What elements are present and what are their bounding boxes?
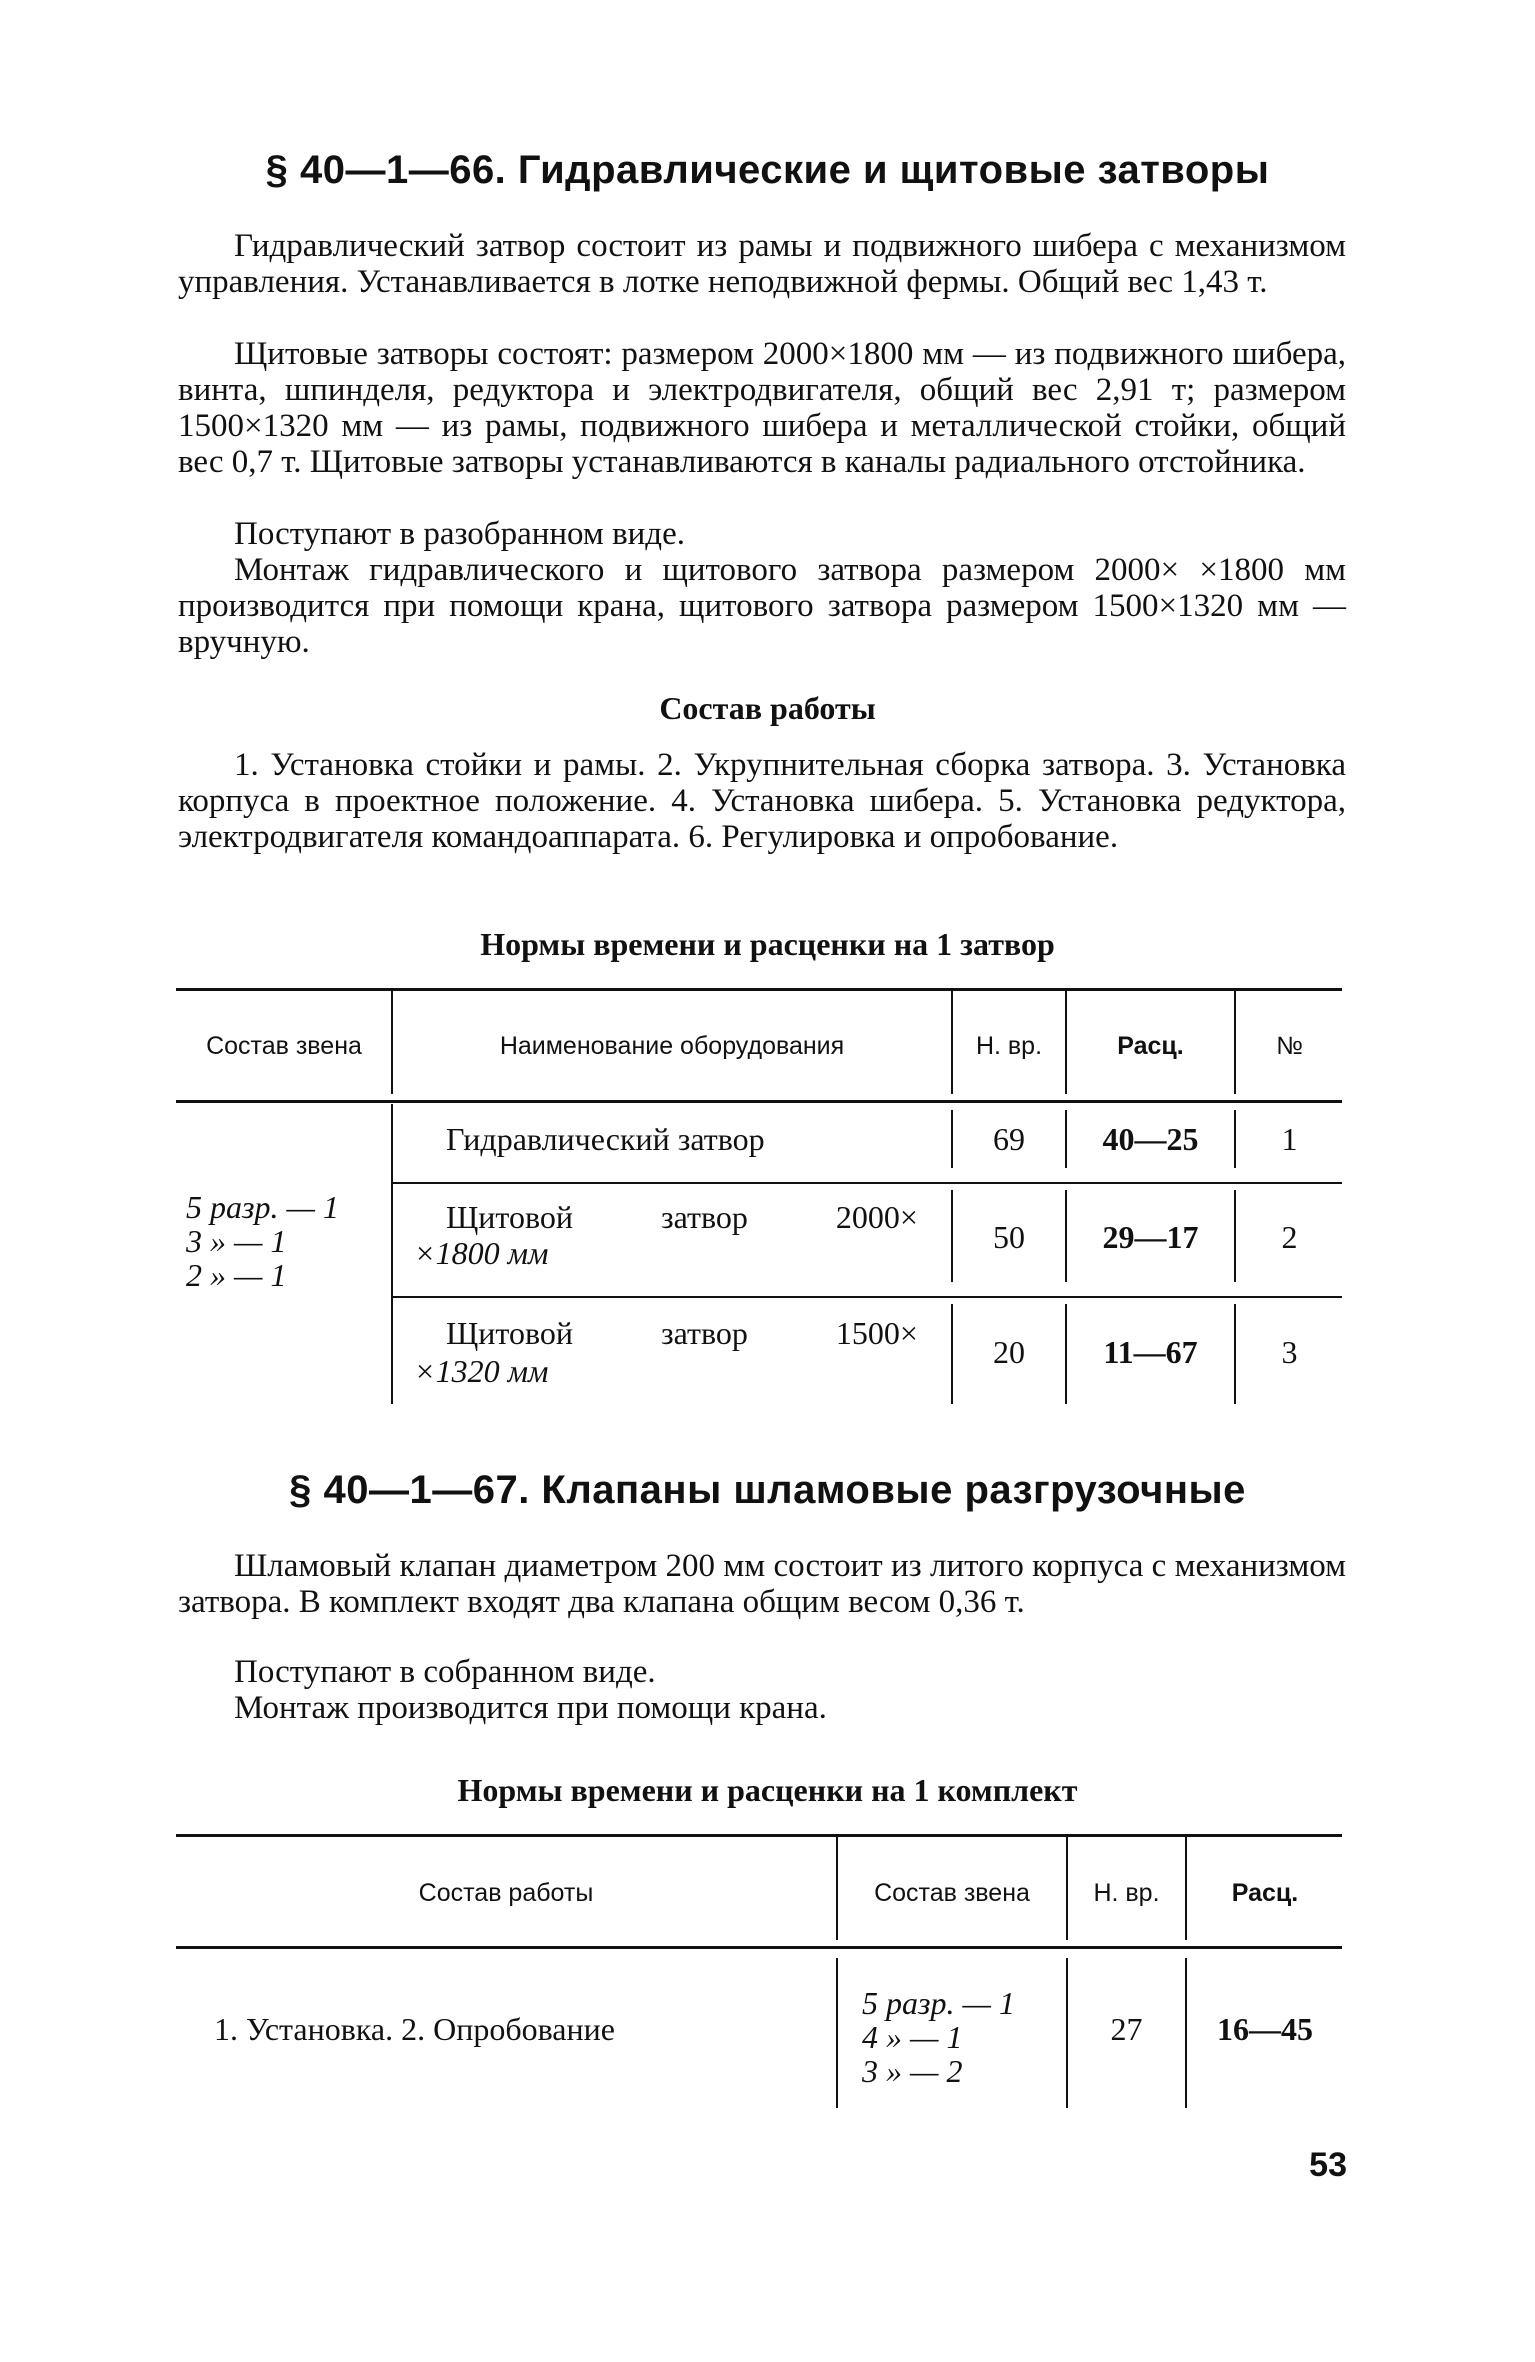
rate-value: 29—17 [1102,1219,1199,1255]
equipment-name [446,1200,934,1234]
column-rule [1234,1110,1236,1168]
equipment-name-line: Щитовой затвор 1500× [446,1315,918,1351]
column-rule [1066,1836,1068,1940]
row-number: 1 [1281,1121,1298,1157]
table-rule [392,1182,1342,1184]
column-rule [1065,1110,1067,1168]
work-description: 1. Установка. 2. Опробование [214,2011,615,2047]
table-rule [176,1834,1342,1837]
norm-value: 20 [993,1334,1025,1370]
column-header: № [1276,1032,1303,1060]
norm-value: 69 [993,1121,1025,1157]
column-rule [836,1958,838,2108]
paragraph: Щитовые затворы состоят: размером 2000×1800 мм — из подвижного шибера, винта, шпинделя, редуктора и электродвигателя, общий вес 2,91 т; размером 1500×1320 мм — из рамы, подвижного шибера и металлической стойки, общий вес 0,7 т. Щитовые затворы устанавливаются в каналы радиального отстойника. [178,336,1346,480]
subsection-heading: Состав работы [659,690,876,726]
crew-line: 4 » — 1 [862,2019,963,2055]
table-rule [176,1100,1342,1103]
crew-line: 3 » — 2 [862,2053,963,2089]
column-header: Состав звена [206,1032,362,1060]
column-header: Состав работы [418,1879,594,1907]
equipment-name [446,1316,934,1350]
rate-value: 16—45 [1217,2011,1313,2047]
column-header: Наименование оборудования [499,1032,845,1060]
table-rule [176,1946,1342,1949]
column-rule [951,1110,953,1168]
rate-value: 40—25 [1102,1121,1199,1157]
column-rule [951,990,953,1094]
table-rule [392,1296,1342,1298]
rate-value: 11—67 [1103,1334,1198,1370]
column-rule [951,1304,953,1404]
section-title: § 40—1—66. Гидравлические и щитовые затворы [265,148,1270,192]
column-rule [1185,1836,1187,1940]
column-rule [836,1836,838,1940]
paragraph: Поступают в разобранном виде. [234,516,685,552]
row-number: 2 [1281,1219,1298,1255]
paragraph: Монтаж производится при помощи крана. [234,1690,827,1726]
column-header: Н. вр. [975,1032,1043,1060]
norm-value: 27 [1110,2011,1143,2047]
table-rule [176,988,1342,991]
column-rule [1066,1958,1068,2108]
column-header: Расц. [1231,1879,1299,1907]
equipment-size: ×1320 мм [414,1353,549,1389]
column-rule [391,1104,393,1404]
column-rule [1234,1190,1236,1282]
table-title: Нормы времени и расценки на 1 затвор [480,926,1055,962]
table-title: Нормы времени и расценки на 1 комплект [457,1772,1078,1808]
column-header: Состав звена [874,1879,1030,1907]
row-number: 3 [1281,1334,1298,1370]
column-rule [951,1190,953,1282]
page-number: 53 [1309,2146,1347,2184]
column-rule [1065,990,1067,1094]
column-rule [1065,1190,1067,1282]
crew-line: 2 » — 1 [186,1257,287,1293]
paragraph: Поступают в собранном виде. [234,1654,656,1690]
column-rule [391,990,393,1094]
paragraph: Шламовый клапан диаметром 200 мм состоит из литого корпуса с механизмом затвора. В комплект входят два клапана общим весом 0,36 т. [178,1548,1346,1620]
column-header: Расц. [1117,1032,1184,1060]
crew-line: 5 разр. — 1 [862,1985,1015,2021]
work-description: 1. Установка стойки и рамы. 2. Укрупнительная сборка затвора. 3. Установка корпуса в проектное положение. 4. Установка шибера. 5. Установка редуктора, электродвигателя командоаппарата. 6. Регулировка и опробование. [178,747,1346,855]
paragraph: Гидравлический затвор состоит из рамы и подвижного шибера с механизмом управления. Устанавливается в лотке неподвижной фермы. Общий вес 1,43 т. [178,228,1346,300]
crew-line: 3 » — 1 [186,1223,287,1259]
column-rule [1185,1958,1187,2108]
equipment-name-line: Щитовой затвор 2000× [446,1199,918,1235]
crew-line: 5 разр. — 1 [186,1189,339,1225]
equipment-name: Гидравлический затвор [446,1121,765,1157]
section-title: § 40—1—67. Клапаны шламовые разгрузочные [289,1468,1246,1512]
column-rule [1065,1304,1067,1404]
column-rule [1234,990,1236,1094]
column-header: Н. вр. [1093,1879,1160,1907]
equipment-size: ×1800 мм [414,1235,549,1271]
paragraph: Монтаж гидравлического и щитового затвора размером 2000× ×1800 мм производится при помощи крана, щитового затвора размером 1500×1320 мм — вручную. [178,552,1346,660]
column-rule [1234,1304,1236,1404]
norm-value: 50 [993,1219,1025,1255]
